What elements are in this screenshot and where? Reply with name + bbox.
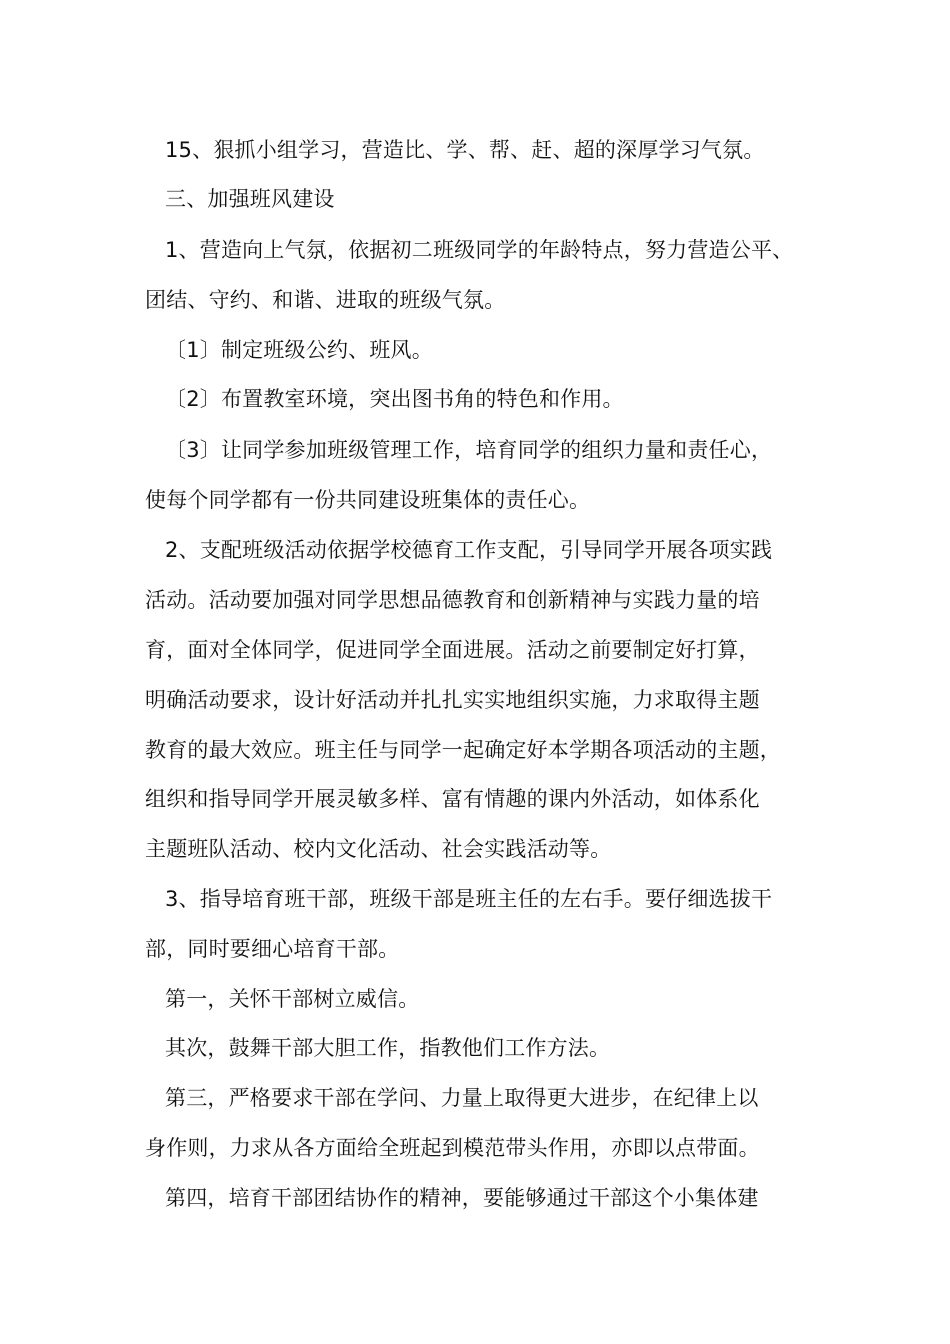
section-heading: 三、加强班风建设 (165, 187, 335, 211)
text-line: 第四，培育干部团结协作的精神，要能够通过干部这个小集体建 (165, 1186, 759, 1210)
text-line: 部，同时要细心培育干部。 (145, 937, 400, 961)
text-line: 明确活动要求，设计好活动并扎扎实实地组织实施，力求取得主题 (145, 688, 760, 712)
text-line: 主题班队活动、校内文化活动、社会实践活动等。 (145, 837, 612, 861)
text-line: 2、支配班级活动依据学校德育工作支配，引导同学开展各项实践 (165, 538, 773, 562)
text-line: 〔2〕布置教室环境，突出图书角的特色和作用。 (165, 387, 624, 411)
text-line: 15、狠抓小组学习，营造比、学、帮、赶、超的深厚学习气氛。 (165, 138, 765, 162)
text-line: 1、营造向上气氛，依据初二班级同学的年龄特点，努力营造公平、 (165, 238, 794, 262)
text-line: 育，面对全体同学，促进同学全面进展。活动之前要制定好打算， (145, 638, 760, 662)
text-line: 第三，严格要求干部在学问、力量上取得更大进步，在纪律上以 (165, 1086, 759, 1110)
text-line: 3、指导培育班干部，班级干部是班主任的左右手。要仔细选拔干 (165, 887, 773, 911)
text-line: 使每个同学都有一份共同建设班集体的责任心。 (145, 488, 591, 512)
text-line: 活动。活动要加强对同学思想品德教育和创新精神与实践力量的培 (145, 588, 760, 612)
text-line: 身作则，力求从各方面给全班起到模范带头作用，亦即以点带面。 (145, 1136, 760, 1160)
text-line: 〔1〕制定班级公约、班风。 (165, 338, 433, 362)
text-line: 其次，鼓舞干部大胆工作，指教他们工作方法。 (165, 1036, 611, 1060)
text-line: 团结、守约、和谐、进取的班级气氛。 (145, 288, 506, 312)
text-line: 组织和指导同学开展灵敏多样、富有情趣的课内外活动，如体系化 (145, 787, 760, 811)
text-line: 第一，关怀干部树立威信。 (165, 987, 420, 1011)
text-line: 〔3〕让同学参加班级管理工作，培育同学的组织力量和责任心， (165, 438, 773, 462)
text-line: 教育的最大效应。班主任与同学一起确定好本学期各项活动的主题， (145, 738, 781, 762)
